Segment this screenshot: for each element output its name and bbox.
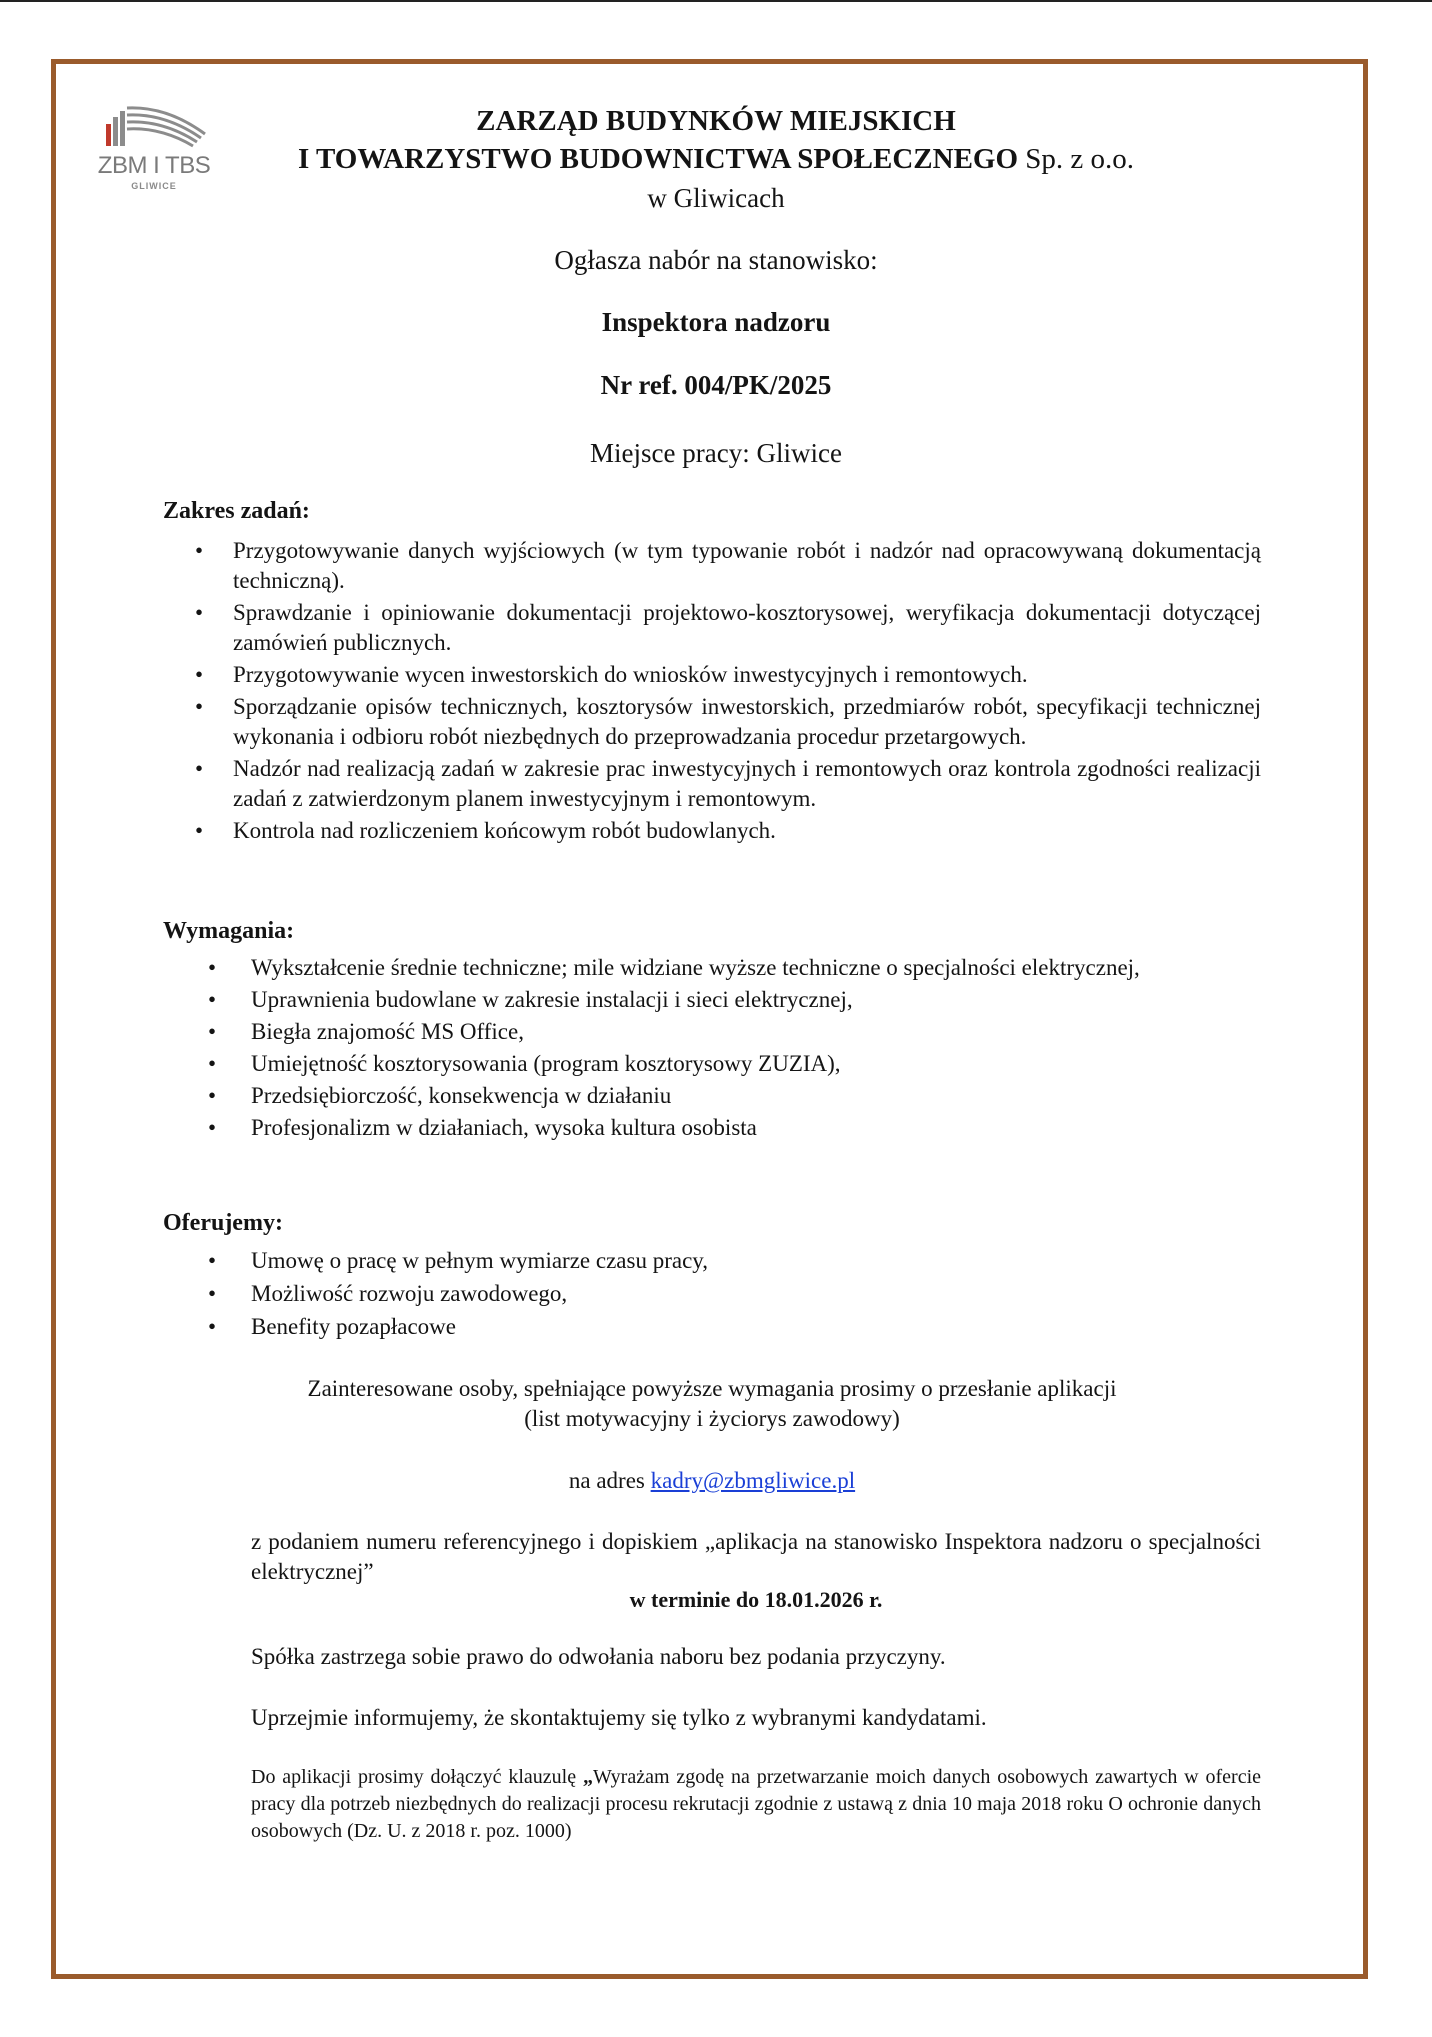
email-address-line (163, 1466, 1261, 1496)
list-item (208, 1049, 1261, 1079)
list-item (195, 660, 1261, 690)
consent-quote: „ (582, 1766, 593, 1788)
duty-text: Przygotowywanie wycen inwestorskich do wniosków inwestycyjnych i remontowych. (233, 662, 1028, 687)
announcement: Ogłasza nabór na stanowisko: (554, 245, 878, 275)
company-legal-form: Sp. z o.o. (1018, 143, 1135, 175)
reference-note: z podaniem numeru referencyjnego i dopiskiem „aplikacja na stanowisko Inspektora nadzoru o specjalności elektrycznej” (251, 1529, 1261, 1584)
disclaimer: Spółka zastrzega sobie prawo do odwołania naboru bez podania przyczyny. (251, 1644, 946, 1669)
bullet: • (195, 662, 204, 687)
requirement-text: Profesjonalizm w działaniach, wysoka kultura osobista (251, 1115, 757, 1140)
application-line1: Zainteresowane osoby, spełniające powyższe wymagania prosimy o przesłanie aplikacji (307, 1376, 1117, 1401)
bullet: • (195, 756, 204, 781)
email-link[interactable]: kadry@zbmgliwice.pl (650, 1468, 856, 1493)
list-item (195, 754, 1261, 814)
application-line2: (list motywacyjny i życiorys zawodowy) (524, 1406, 900, 1431)
list-item (208, 1246, 1261, 1276)
requirement-text: Wykształcenie średnie techniczne; mile widziane wyższe techniczne o specjalności elektrycznej, (251, 955, 1140, 980)
email-prefix: na adres (568, 1468, 651, 1493)
duty-text: Sporządzanie opisów technicznych, kosztorysów inwestorskich, przedmiarów robót, specyfikacji technicznej wykonania i odbioru robót niezbędnych do przeprowadzania procedur przetargowych. (233, 694, 1261, 749)
position-title: Inspektora nadzoru (601, 307, 831, 337)
list-item (208, 1081, 1261, 1111)
bullet: • (195, 600, 204, 625)
requirements-list (208, 953, 1261, 1145)
requirements-heading: Wymagania: (163, 918, 295, 944)
duty-text: Nadzór nad realizacją zadań w zakresie prac inwestycyjnych i remontowych oraz kontrola zgodności realizacji zadań z zatwierdzonym planem inwestycyjnym i remontowym. (233, 756, 1261, 811)
bullet: • (208, 1281, 217, 1306)
offers-list (208, 1246, 1261, 1345)
bullet: • (208, 1051, 217, 1076)
duty-text: Sprawdzanie i opiniowanie dokumentacji projektowo-kosztorysowej, weryfikacja dokumentacji dotyczącej zamówień publicznych. (233, 600, 1261, 655)
logo-subtext: GLIWICE (131, 181, 177, 191)
offer-text: Umowę o pracę w pełnym wymiarze czasu pracy, (251, 1248, 709, 1273)
list-item (208, 1279, 1261, 1309)
offers-heading: Oferujemy: (163, 1210, 283, 1236)
bullet: • (195, 538, 204, 563)
duty-text: Przygotowywanie danych wyjściowych (w tym typowanie robót i nadzór nad opracowywaną dokumentacją techniczną). (233, 538, 1261, 593)
application-request (163, 1374, 1261, 1434)
company-name-line1: ZARZĄD BUDYNKÓW MIEJSKICH (476, 105, 956, 137)
list-item (195, 536, 1261, 596)
workplace: Miejsce pracy: Gliwice (590, 438, 842, 468)
company-name-line2-bold: I TOWARZYSTWO BUDOWNICTWA SPOŁECZNEGO (297, 143, 1019, 175)
duties-list (195, 536, 1261, 848)
bullet: • (208, 987, 217, 1012)
list-item (208, 985, 1261, 1015)
duty-text: Kontrola nad rozliczeniem końcowym robót budowlanych. (233, 818, 776, 843)
consent-text: Wyrażam zgodę na przetwarzanie moich danych osobowych zawartych w ofercie pracy dla potrzeb niezbędnych do realizacji procesu rekrutacji zgodnie z ustawą z dnia 10 maja 2018 roku O ochronie danych osobowych (Dz. U. z 2018 r. poz. 1000) (251, 1766, 1261, 1842)
contact-note: Uprzejmie informujemy, że skontaktujemy się tylko z wybranymi kandydatami. (251, 1705, 987, 1730)
duties-heading: Zakres zadań: (163, 498, 310, 524)
company-name-line2 (0, 143, 1432, 176)
bullet: • (208, 1115, 217, 1140)
reference-number: Nr ref. 004/PK/2025 (600, 370, 832, 400)
requirement-text: Uprawnienia budowlane w zakresie instalacji i sieci elektrycznej, (251, 987, 853, 1012)
bullet: • (208, 1248, 217, 1273)
list-item (208, 953, 1261, 983)
consent-clause (251, 1764, 1261, 1845)
bullet: • (195, 818, 204, 843)
bullet: • (195, 694, 204, 719)
bullet: • (208, 1019, 217, 1044)
deadline: w terminie do 18.01.2026 r. (629, 1587, 883, 1612)
logo-text: ZBM I TBS (97, 152, 211, 179)
company-location: w Gliwicach (647, 183, 785, 213)
list-item (208, 1113, 1261, 1143)
list-item (195, 816, 1261, 846)
requirement-text: Przedsiębiorczość, konsekwencja w działaniu (251, 1083, 672, 1108)
requirement-text: Biegła znajomość MS Office, (251, 1019, 524, 1044)
offer-text: Możliwość rozwoju zawodowego, (251, 1281, 568, 1306)
list-item (208, 1312, 1261, 1342)
list-item (195, 598, 1261, 658)
bullet: • (208, 955, 217, 980)
top-rule (0, 0, 1432, 2)
offer-text: Benefity pozapłacowe (251, 1314, 456, 1339)
requirement-text: Umiejętność kosztorysowania (program kosztorysowy ZUZIA), (251, 1051, 841, 1076)
list-item (208, 1017, 1261, 1047)
bullet: • (208, 1314, 217, 1339)
consent-prefix: Do aplikacji prosimy dołączyć klauzulę (251, 1766, 583, 1788)
bullet: • (208, 1083, 217, 1108)
list-item (195, 692, 1261, 752)
